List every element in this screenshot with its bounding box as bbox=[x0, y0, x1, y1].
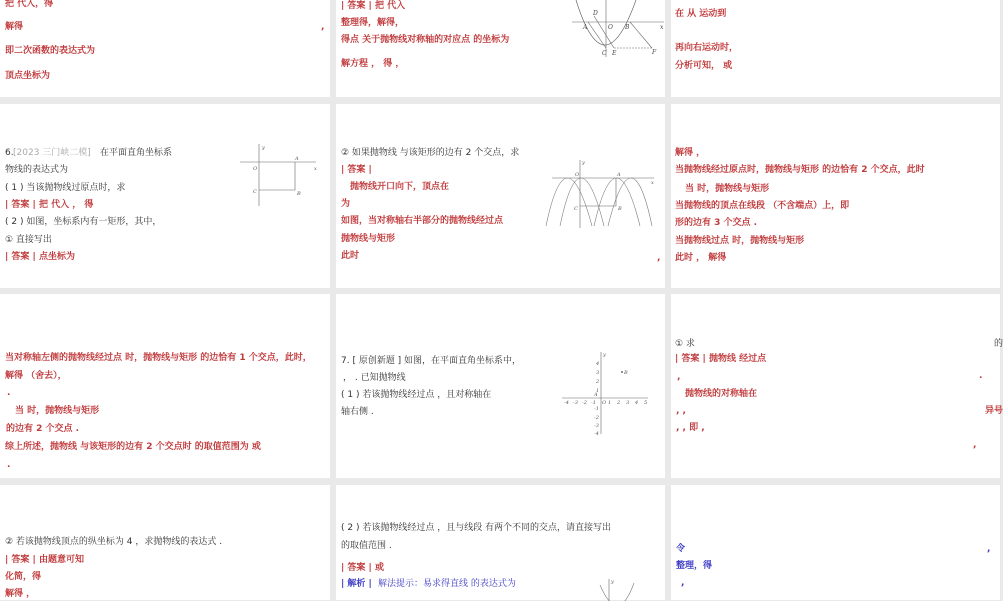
text-line: 当 时，抛物线与矩形 bbox=[15, 406, 100, 416]
text-line: 的 bbox=[994, 339, 1003, 349]
coordinate-grid-figure bbox=[560, 350, 650, 436]
figure-label: 2 bbox=[617, 400, 621, 406]
figure-label: 2 bbox=[596, 379, 600, 385]
figure-label: O bbox=[608, 24, 613, 31]
slide-thumbnail-5[interactable] bbox=[336, 104, 665, 288]
text-line: 形的边有 3 个交点 . bbox=[675, 218, 758, 228]
figure-label: 5 bbox=[644, 400, 648, 406]
text-line: 的边有 2 个交点 . bbox=[6, 424, 80, 434]
figure-label: -1 bbox=[591, 400, 596, 406]
figure-label: B bbox=[625, 24, 630, 31]
text-line: 再向右运动时， bbox=[675, 43, 739, 53]
text-line: 异号 bbox=[985, 406, 1003, 416]
figure-label: 1 bbox=[608, 400, 612, 406]
text-line: , bbox=[973, 440, 977, 450]
text-line: | 答案 | 把 代入 bbox=[341, 1, 406, 11]
text-line: 抛物线的对称轴在 bbox=[685, 389, 758, 399]
text-line: , , 即 , bbox=[676, 423, 705, 433]
text-line: 在 从 运动到 bbox=[675, 9, 727, 19]
text-line: ② 若该抛物线顶点的纵坐标为 4 ，求抛物线的表达式 . bbox=[5, 537, 223, 547]
question-number: 6. bbox=[5, 148, 14, 158]
analysis-label: | 解析 | bbox=[341, 579, 372, 589]
figure-label: F bbox=[652, 49, 657, 56]
text-line: 解法提示：易求得直线 的表达式为 bbox=[378, 579, 516, 589]
figure-label: O bbox=[253, 166, 258, 172]
text-line: 7. [ 原创新题 ] 如图，在平面直角坐标系中， bbox=[341, 356, 522, 366]
figure-label: O bbox=[602, 400, 607, 406]
answer-line: | 答案 | 或 bbox=[341, 563, 384, 573]
text-line: 此时 ， 解得 bbox=[675, 253, 727, 263]
figure-label: A bbox=[295, 156, 299, 162]
text-line: 顶点坐标为 bbox=[5, 71, 51, 81]
text-line: ( 2 ) 若该抛物线经过点 ，且与线段 有两个不同的交点，请直接写出 bbox=[341, 523, 612, 533]
slide-thumbnail-9[interactable] bbox=[671, 294, 1003, 478]
text-line: 此时 bbox=[341, 251, 360, 261]
figure-label: -3 bbox=[573, 400, 578, 406]
text-line: 得点 关于抛物线对称轴的对应点 的坐标为 bbox=[341, 35, 510, 45]
text-line: ， . 已知抛物线 bbox=[343, 373, 406, 383]
text-line: 解得 （舍去）， bbox=[5, 371, 67, 381]
slide-thumbnail-1[interactable] bbox=[0, 0, 330, 97]
slide-thumbnail-10[interactable] bbox=[0, 485, 330, 600]
text-line: , bbox=[681, 578, 685, 588]
answer-line: | 答案 | 点坐标为 bbox=[5, 252, 75, 262]
slide-thumbnail-11[interactable] bbox=[336, 485, 665, 600]
figure-label: C bbox=[253, 189, 257, 195]
figure-label: B bbox=[297, 191, 301, 197]
text-line: , bbox=[987, 544, 991, 554]
text-line: 解得 bbox=[5, 22, 24, 32]
text-line: 化简，得 bbox=[5, 572, 42, 582]
question-source: [2023 三门峡二模] bbox=[13, 148, 91, 158]
answer-line: | 答案 | 把 代入 ， 得 bbox=[5, 200, 94, 210]
figure-label: -3 bbox=[594, 423, 599, 429]
text-line: 解得 ， bbox=[675, 148, 706, 158]
text-line: , bbox=[677, 372, 681, 382]
text-line: 抛物线开口向下，顶点在 bbox=[350, 182, 450, 192]
text-line: ( 1 ) 当该抛物线过原点时，求 bbox=[5, 183, 126, 193]
figure-label: O bbox=[575, 172, 580, 178]
slide-thumbnail-3[interactable] bbox=[671, 0, 1000, 97]
slide-thumbnail-7[interactable] bbox=[0, 294, 330, 478]
figure-label: -2 bbox=[594, 415, 599, 421]
figure-label: 3 bbox=[626, 400, 630, 406]
text-line: , , bbox=[676, 406, 686, 416]
figure-label: 4 bbox=[635, 400, 639, 406]
figure-label: A bbox=[594, 392, 598, 398]
figure-label: C bbox=[602, 50, 607, 57]
figure-label: -1 bbox=[594, 406, 599, 412]
figure-label: -4 bbox=[564, 400, 569, 406]
figure-label: E bbox=[612, 50, 617, 57]
figure-label: B bbox=[624, 370, 628, 376]
figure-label: D bbox=[593, 10, 598, 17]
text-line: 整理得，解得， bbox=[341, 18, 405, 28]
answer-line: | 答案 | 由题意可知 bbox=[5, 555, 84, 565]
answer-line: | 答案 | 抛物线 经过点 bbox=[675, 354, 767, 364]
text-line: 如图，当对称轴右半部分的抛物线经过点 bbox=[341, 216, 504, 226]
text-line: ( 2 ) 如图，坐标系内有一矩形，其中， bbox=[5, 217, 162, 227]
figure-label: A bbox=[583, 24, 588, 31]
slide-thumbnail-8[interactable] bbox=[336, 294, 665, 478]
text-line: 当抛物线的顶点在线段 （不含端点）上，即 bbox=[675, 201, 850, 211]
text-line: 当对称轴左侧的抛物线经过点 时，抛物线与矩形 的边恰有 1 个交点，此时， bbox=[5, 353, 312, 363]
figure-label: x bbox=[651, 180, 654, 186]
figure-label: C bbox=[574, 206, 578, 212]
figure-label: A bbox=[617, 172, 621, 178]
figure-label: -4 bbox=[594, 431, 599, 437]
figure-label: 3 bbox=[596, 370, 600, 376]
figure-label: -2 bbox=[582, 400, 587, 406]
text-line: 当 时，抛物线与矩形 bbox=[685, 184, 770, 194]
slide-thumbnail-4[interactable] bbox=[0, 104, 330, 288]
text-line: , bbox=[657, 253, 661, 263]
slide-thumbnail-6[interactable] bbox=[671, 104, 1000, 288]
text-line: 在平面直角坐标系 bbox=[100, 148, 173, 158]
answer-line: | 答案 | bbox=[341, 165, 372, 175]
text-line: ( 1 ) 若该抛物线经过点 ，且对称轴在 bbox=[341, 390, 492, 400]
figure-label: y bbox=[603, 352, 606, 358]
text-line: 当抛物线过点 时，抛物线与矩形 bbox=[675, 236, 805, 246]
rectangle-figure bbox=[240, 140, 320, 208]
figure-label: x bbox=[660, 24, 664, 31]
text-line: 把 代入，得 bbox=[5, 0, 54, 9]
text-line: 为 bbox=[341, 199, 351, 209]
text-line: 整理，得 bbox=[676, 561, 713, 571]
text-line: 解方程 ， 得 ， bbox=[341, 59, 405, 69]
text-line: 物线的表达式为 bbox=[5, 165, 69, 175]
figure-label: y bbox=[582, 160, 585, 166]
text-line: 综上所述，抛物线 与该矩形的边有 2 个交点时 的取值范围为 或 bbox=[5, 442, 261, 452]
text-line: ① 求 bbox=[675, 339, 695, 349]
figure-label: 1 bbox=[596, 388, 600, 394]
text-line: . bbox=[7, 460, 11, 470]
figure-label: y bbox=[262, 145, 265, 151]
text-line: 轴右侧 . bbox=[341, 407, 374, 417]
figure-label: x bbox=[314, 166, 317, 172]
parabola-figure bbox=[564, 0, 664, 60]
text-line: 即二次函数的表达式为 bbox=[5, 46, 96, 56]
figure-label: y bbox=[611, 579, 614, 585]
text-line: ② 如果抛物线 与该矩形的边有 2 个交点，求 bbox=[341, 148, 520, 158]
text-line: 令 bbox=[676, 544, 686, 554]
text-line: . bbox=[979, 371, 983, 381]
slide-thumbnail-12[interactable] bbox=[671, 485, 1000, 600]
text-line: 当抛物线经过原点时，抛物线与矩形 的边恰有 2 个交点，此时 bbox=[675, 165, 925, 175]
parabolas-figure bbox=[544, 158, 656, 228]
text-line: 的取值范围 . bbox=[341, 541, 392, 551]
text-line: . bbox=[7, 388, 11, 398]
figure-label: B bbox=[618, 206, 622, 212]
parabola-figure bbox=[596, 577, 646, 601]
text-line: 解得 ， bbox=[5, 589, 36, 599]
figure-label: 4 bbox=[596, 361, 600, 367]
slide-thumbnail-2[interactable] bbox=[336, 0, 665, 97]
text-line: , bbox=[321, 22, 325, 32]
text-line: 分析可知， 或 bbox=[675, 61, 733, 71]
text-line: 抛物线与矩形 bbox=[341, 234, 396, 244]
text-line: ① 直接写出 bbox=[5, 235, 52, 245]
